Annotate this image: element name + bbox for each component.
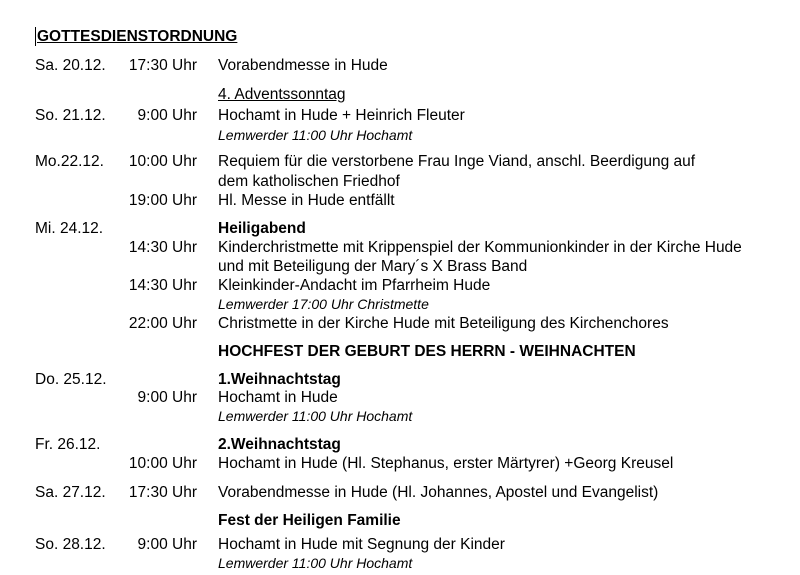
entry-time: 14:30 Uhr [128, 277, 197, 294]
entry-date: Mi. 24.12. [35, 220, 104, 237]
entry-text: Hochamt in Hude (Hl. Stephanus, erster Märtyrer) +Georg Kreusel [218, 455, 674, 472]
entry-time: 19:00 Uhr [128, 192, 197, 209]
entry-note: Lemwerder 11:00 Uhr Hochamt [218, 408, 413, 424]
entry-heading: 4. Adventssonntag [218, 86, 346, 103]
entry-text: Hochamt in Hude + Heinrich Fleuter [218, 107, 465, 124]
entry-text: Vorabendmesse in Hude [218, 57, 388, 74]
entry-text: Hochamt in Hude mit Segnung der Kinder [218, 536, 505, 553]
entry-text: Vorabendmesse in Hude (Hl. Johannes, Apostel und Evangelist) [218, 484, 659, 501]
entry-text: Kinderchristmette mit Krippenspiel der Kommunionkinder in der Kirche Hude [218, 239, 742, 256]
entry-note: Lemwerder 17:00 Uhr Christmette [218, 296, 429, 312]
entry-time: 10:00 Uhr [128, 455, 197, 472]
entry-text: Kleinkinder-Andacht im Pfarrheim Hude [218, 277, 491, 294]
entry-time: 17:30 Uhr [128, 57, 197, 74]
entry-date: Sa. 27.12. [35, 484, 106, 501]
entry-date: Fr. 26.12. [35, 436, 101, 453]
entry-time: 22:00 Uhr [128, 315, 197, 332]
entry-date: So. 28.12. [35, 536, 106, 553]
entry-text-continued: dem katholischen Friedhof [218, 173, 400, 190]
entry-text-continued: und mit Beteiligung der Mary´s X Brass Band [218, 258, 528, 275]
entry-time: 9:00 Uhr [137, 107, 197, 124]
entry-text: Hl. Messe in Hude entfällt [218, 192, 395, 209]
text-cursor [35, 27, 36, 46]
section-heading: HOCHFEST DER GEBURT DES HERRN - WEIHNACHTEN [218, 343, 636, 360]
entry-note: Lemwerder 11:00 Uhr Hochamt [218, 127, 413, 143]
entry-text: Christmette in der Kirche Hude mit Beteiligung des Kirchenchores [218, 315, 669, 332]
entry-date: Sa. 20.12. [35, 57, 106, 74]
entry-time: 14:30 Uhr [128, 239, 197, 256]
entry-date: Do. 25.12. [35, 371, 107, 388]
entry-text: Requiem für die verstorbene Frau Inge Viand, anschl. Beerdigung auf [218, 153, 696, 170]
entry-note: Lemwerder 11:00 Uhr Hochamt [218, 555, 413, 571]
page-title: GOTTESDIENSTORDNUNG [37, 28, 238, 45]
entry-heading: 1.Weihnachtstag [218, 371, 341, 388]
section-heading: Fest der Heiligen Familie [218, 512, 401, 529]
entry-time: 9:00 Uhr [137, 389, 197, 406]
entry-date: Mo.22.12. [35, 153, 104, 170]
entry-date: So. 21.12. [35, 107, 106, 124]
entry-time: 9:00 Uhr [137, 536, 197, 553]
entry-time: 17:30 Uhr [128, 484, 197, 501]
entry-time: 10:00 Uhr [128, 153, 197, 170]
entry-heading: Heiligabend [218, 220, 306, 237]
entry-heading: 2.Weihnachtstag [218, 436, 341, 453]
entry-text: Hochamt in Hude [218, 389, 338, 406]
